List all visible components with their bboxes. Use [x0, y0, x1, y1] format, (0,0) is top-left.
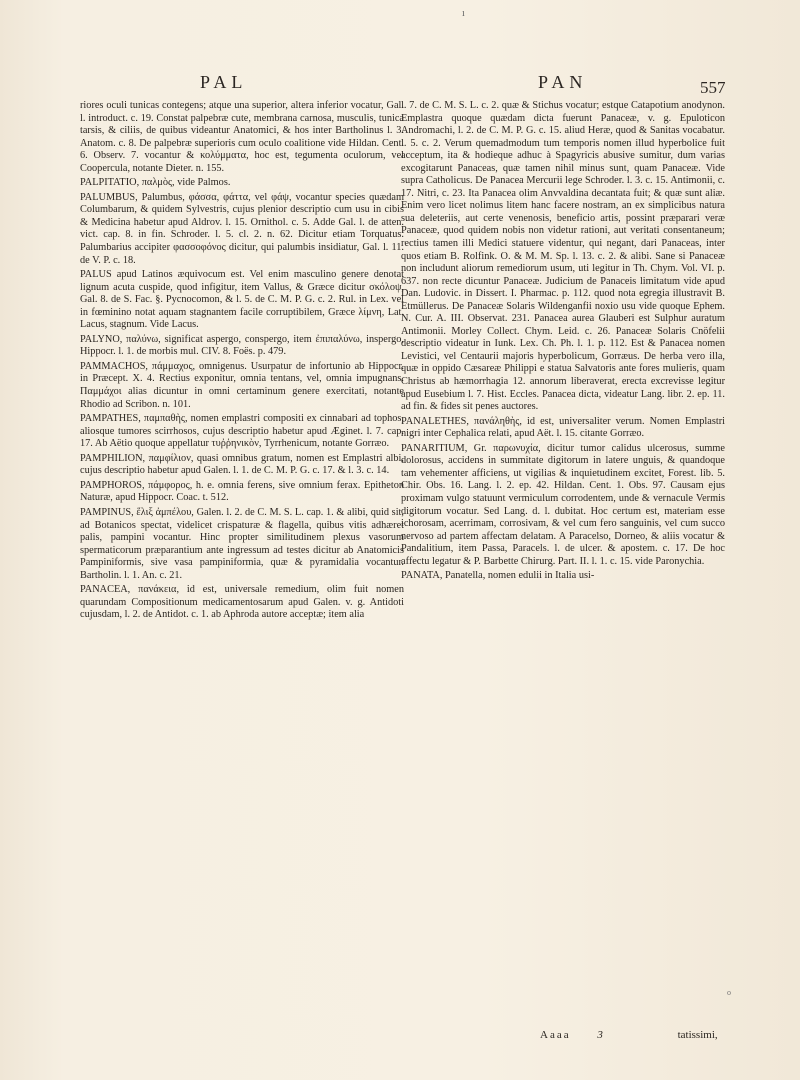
- running-head-left: PAL: [200, 72, 248, 92]
- entry-pamphilion: PAMPHILION, παμφίλιον, quasi omnibus gratum, nomen est Emplastri albi, cujus descriptio habetur apud Galen. l. 1. de C. M. P. G. c. 17. & l. 3. c. 14.: [80, 452, 404, 477]
- entry-pamphoros: PAMPHOROS, πάμφορος, h. e. omnia ferens, sive omnium ferax. Epitheton Naturæ, apud Hippocr. Coac. t. 512.: [80, 479, 404, 504]
- right-column: [401, 100, 725, 583]
- entry-panaritium: PANARITIUM, Gr. παρωνυχία, dicitur tumor calidus ulcerosus, summe dolorosus, accidens in summitate digitorum in latere unguis, & quandoque tam vehementer afficiens, ut vigilias & inquietudinem excitet, Forest. lib. 5. Chir. Obs. 16. Lang. l. 2. ep. 42. Hildan. Cent. 1. Obs. 97. Causam ejus proximam vulgo statuunt vermiculum corrodentem, unde & vernacule Vermis digitorum vocatur. Sed Lang. d. l. dubitat. Hoc certum est, materiam esse ichorosam, acerrimam, corrosivam, & vel cum fero sanguinis, vel cum succo nervoso ad partem affectam delatam. A Paracelso, Dorneo, & aliis vocatur & Pandalitium, item Passa, Paracels. l. de ulcer. & apostem. c. 17. De hoc affectu legatur & P. Barbette Chirurg. Part. II. l. 1. c. 15. vide Paronychia.: [401, 442, 725, 567]
- paragraph-continuation: riores oculi tunicas contegens; atque una superior, altera inferior vocatur, Gal. l. introduct. c. 19. Constat palpebræ cute, membrana carnosa, musculis, tunica tarsis, & ciliis, de quibus videantur Anatomici, & hos inter Bartholinus l. 3. Anatom. c. 8. De palpebræ superioris cum oculo coalitione vide Hildan. Cent. 6. Observ. 7. vocantur & κολύμματα, hoc est, tegumenta oculorum, vel Coopercula, notante Dieter. n. 155.: [80, 100, 404, 174]
- signature-number: 3: [597, 1029, 603, 1041]
- entry-pampinus: PAMPINUS, ἕλιξ ἀμπέλου, Galen. l. 2. de C. M. S. L. cap. 1. & alibi, quid sit, ad Botanicos spectat, videlicet crispaturæ & flagella, quibus vitis adhæret palis, pampini vocantur. Hinc propter similitudinem plexus vasorum spermaticorum præparantium ante ingressum ad testes dicitur ab Anatomicis Pampiniformis, sive vasa pampiniformia, quæ & pyramidalia vocantur. Bartholin. l. 1. An. c. 21.: [80, 506, 404, 581]
- ink-mark: ı: [462, 8, 465, 19]
- catchword: tatissimi,: [677, 1029, 718, 1041]
- entry-palyno: PALYNO, παλύνω, significat aspergo, conspergo, item ἐπιπαλύνω, inspergo, Hippocr. l. 1. de morbis mul. CIV. 8. Foës. p. 479.: [80, 333, 404, 358]
- entry-pammachos: PAMMACHOS, πάμμαχος, omnigenus. Usurpatur de infortunio ab Hippocr. in Præcept. X. 4. Rectius exponitur, omnia tentans, vel, omnia impugnans. Παμμάχοι alias dicuntur in omni certaminum genere exercitati, notante Rhodio ad Scribon. n. 101.: [80, 360, 404, 410]
- running-head-right: PAN: [538, 72, 588, 92]
- entry-panacea: PANACEA, πανάκεια, id est, universale remedium, olim fuit nomen quarundam Compositionum medicamentosarum apud Galen. v. g. Antidoti cujusdam, l. 2. de Antidot. c. 1. ab Aphroda autore acceptæ; item alia: [80, 584, 404, 621]
- page-footer: [540, 1029, 718, 1041]
- paper-spot: o: [727, 988, 731, 997]
- page-number: 557: [700, 78, 726, 97]
- entry-panata: PANATA, Panatella, nomen edulii in Italia usi-: [401, 570, 595, 582]
- entry-panalethes: PANALETHES, πανάληθὴς, id est, universaliter verum. Nomen Emplastri nigri inter Cephalica relati, apud Aët. l. 15. citante Gorræo.: [401, 415, 725, 440]
- left-column: [80, 100, 404, 622]
- entry-pampathes: PAMPATHES, παμπαθὴς, nomen emplastri compositi ex cinnabari ad tophos, aliosque tumores scirrhosos, cujus descriptio habetur apud Æginet. l. 7. cap. 17. Ab Aëtio quoque appellatur τυῤῥηνικὸν, Tyrrhenicum, notante Gorræo.: [80, 413, 404, 450]
- entry-palumbus: PALUMBUS, Palumbus, φάσσα, φάττα, vel φάψ, vocantur species quædam Columbarum, & quidem Sylvestris, cujus plenior descriptio cum usu in cibis & Medicina habetur apud Aldrov. l. 15. Ornithol. c. 5. Adde Gal. l. de atten. vict. cap. 8. in fin. Schroder. l. 5. cl. 2. n. 62. Dicitur etiam Torquatus. Palumbarius accipiter φασσοφόνος dicitur, qui palumbis insidiatur, Gal. l. 11. de V. P. c. 18.: [80, 191, 404, 266]
- entry-palus: PALUS apud Latinos æquivocum est. Vel enim masculino genere denotat lignum acuta cuspide, quod infigitur, item Vallus, & Græce dicitur σκόλοψ, Gal. 8. de S. Fac. §. Pycnocomon, & l. 5. de C. M. P. G. c. 2. Rul. in Lex. vel in fœminino notat aquam stagnantem facile corruptibilem, Græce λίμνη, Lat. Lacus, stagnum. Vide Lacus.: [80, 269, 404, 331]
- paragraph-continuation: l. 7. de C. M. S. L. c. 2. quæ & Stichus vocatur; estque Catapotium anodynon. Emplastra quoque quædam dicta fuerunt Panaceæ, v. g. Epuloticon Andromachi, l. 2. de C. M. P. G. c. 15. aliud Heræ, quod & Sanitas vocabatur. l. 5. c. 2. Verum quemadmodum tum temporis nomen illud hyperbolice fuit acceptum, ita & hodieque adhuc à Spagyricis abusive sumitur, dum varias excogitarunt Panaceas, quæ tamen nihil minus sunt, quam Panaceæ. Vide supra Catholicus. De Panacea Mercurii lege Schroder. l. 3. c. 15. Antimonii, c. 17. Nitri, c. 23. Ita Panacea olim Anvvaldina decantata fuit; & quæ sunt aliæ. Enim vero licet nolimus litem hanc facere nostram, an ex simplicibus natura sua deleteriis, aut certe venenosis, beneficio artis, possint præparari veræ Panaceæ, quod quidem nobis non videtur rationi, aut veritati consentaneum; rectius tamen illi Medici statuere videntur, qui negant, dari Panaceas, inter quos etiam B. Rolfink. O. & M. M. Sp. l. 13. c. 2. & alibi. Sane si Panaceæ non includunt aliorum remediorum usum, uti legitur in Th. Chym. Vol. VI. p. 637. non recte dicuntur Panaceæ. Judicium de Panaceis limitatum vide apud Dan. Ludovic. in Dissert. I. Pharmac. p. 112. quod nota egregia illustravit B. Etmüllerus. De Panaceæ Solaris Wildenganfii noxio usu vide quoque Ephem. N. Cur. A. III. Observat. 231. Panacea aurea Glauberi est Sulphur auratum Antimonii. Morley Collect. Chym. Leid. c. 26. Panaceæ Solaris Cnöfelii descriptio videatur in Iunk. Lex. Ch. Ph. l. 1. p. 112. Est & Panacea nomen Levistici, vel Centaurii majoris hyperbolicum, Gorræus. De herba vero illa, quæ in oppido Cæsareæ Philippi e statua Salvatoris ante fores mulieris, quam Christus ab hæmorrhagia 12. annorum liberaverat, erecta excrevisse legitur apud Eusebium l. 7. Hist. Eccles. Panacea dicta, videatur Lang. libr. 2. ep. 11. ad fin. & fides sit penes auctores.: [401, 100, 725, 413]
- entry-palpitatio: PALPITATIO, παλμὸς, vide Palmos.: [80, 177, 231, 189]
- signature-mark: Aaaa: [540, 1029, 571, 1041]
